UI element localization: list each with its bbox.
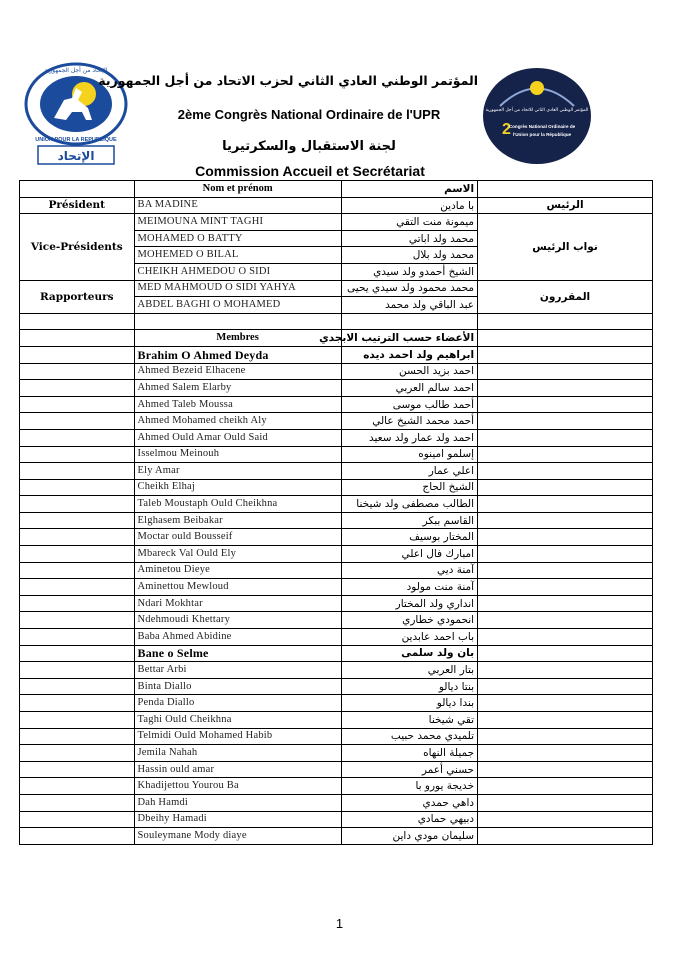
table-cell <box>20 562 135 579</box>
member-name-fr: Taghi Ould Cheikhna <box>134 712 341 729</box>
member-name-fr: Khadijettou Yourou Ba <box>134 778 341 795</box>
member-name-fr: Dah Hamdi <box>134 794 341 811</box>
column-header-name-ar: الاسم <box>341 181 477 198</box>
page-number: 1 <box>335 916 344 931</box>
logo-right-fr-2: l'Union pour la République <box>512 132 572 137</box>
table-cell <box>20 346 135 363</box>
member-row <box>20 828 653 845</box>
table-cell <box>478 396 653 413</box>
table-cell <box>478 695 653 712</box>
table-cell <box>20 778 135 795</box>
member-row <box>20 745 653 762</box>
member-name-ar: الطالب مصطفى ولد شيخنا <box>341 496 477 513</box>
member-name-ar: اعلي عمار <box>341 463 477 480</box>
table-cell <box>478 579 653 596</box>
table-cell <box>134 313 341 330</box>
member-name-fr: Ndari Mokhtar <box>134 595 341 612</box>
table-cell <box>20 413 135 430</box>
table-cell <box>478 595 653 612</box>
table-cell <box>478 496 653 513</box>
rapporteurs-role-fr: Rapporteurs <box>20 280 135 313</box>
table-cell <box>20 313 135 330</box>
congress-logo-right <box>480 66 594 166</box>
member-name-fr: Binta Diallo <box>134 678 341 695</box>
table-cell <box>478 811 653 828</box>
commission-french: Commission Accueil et Secrétariat <box>195 163 425 179</box>
table-cell <box>478 629 653 646</box>
table-cell <box>20 479 135 496</box>
member-name-fr: Cheikh Elhaj <box>134 479 341 496</box>
member-name-ar: آمنة ديي <box>341 562 477 579</box>
member-name-ar: احمد بزيد الحسن <box>341 363 477 380</box>
logo-right-number: 2 <box>502 121 511 138</box>
logo-right-fr-1: Congrès National Ordinaire de <box>508 124 576 129</box>
member-row <box>20 728 653 745</box>
logo-right-ar: المؤتمر الوطني العادي الثاني للاتحاد من أجل الجمهورية <box>485 108 589 113</box>
member-name-fr: Aminettou Mewloud <box>134 579 341 596</box>
logo-ring-fr: UNION POUR LA REPUBLIQUE <box>35 137 117 143</box>
table-cell <box>478 313 653 330</box>
vice-president-name-ar: ميمونة منت التقي <box>341 214 477 231</box>
table-cell <box>478 745 653 762</box>
member-name-fr: Baba Ahmed Abidine <box>134 629 341 646</box>
member-row <box>20 712 653 729</box>
table-cell <box>478 761 653 778</box>
member-row <box>20 579 653 596</box>
logo-bottom-ar: الإتحاد <box>57 149 95 163</box>
table-cell <box>478 529 653 546</box>
table-cell <box>20 463 135 480</box>
member-row <box>20 778 653 795</box>
table-cell <box>20 579 135 596</box>
table-cell <box>20 828 135 845</box>
member-name-fr: Taleb Moustaph Ould Cheikhna <box>134 496 341 513</box>
member-name-ar: ابراهيم ولد احمد ديده <box>341 346 477 363</box>
vice-president-name-fr: CHEIKH AHMEDOU O SIDI <box>134 263 341 280</box>
table-cell <box>478 728 653 745</box>
table-cell <box>478 678 653 695</box>
member-row <box>20 695 653 712</box>
member-name-ar: باب احمد عابدين <box>341 629 477 646</box>
president-role-ar: الرئيس <box>478 197 653 214</box>
table-cell <box>20 678 135 695</box>
member-row <box>20 811 653 828</box>
member-name-fr: Dbeihy Hamadi <box>134 811 341 828</box>
president-row <box>20 197 653 214</box>
member-row <box>20 496 653 513</box>
table-cell <box>478 645 653 662</box>
member-name-fr: Moctar ould Bousseif <box>134 529 341 546</box>
table-cell <box>478 794 653 811</box>
table-cell <box>20 363 135 380</box>
table-cell <box>20 811 135 828</box>
member-name-fr: Telmidi Ould Mohamed Habib <box>134 728 341 745</box>
member-row <box>20 612 653 629</box>
table-cell <box>20 529 135 546</box>
member-name-ar: آمنة منت مولود <box>341 579 477 596</box>
table-cell <box>478 413 653 430</box>
table-cell <box>20 695 135 712</box>
member-row <box>20 645 653 662</box>
table-cell <box>478 479 653 496</box>
member-name-fr: Ahmed Ould Amar Ould Said <box>134 429 341 446</box>
member-row <box>20 346 653 363</box>
table-cell <box>20 512 135 529</box>
member-name-ar: تلميدي محمد حبيب <box>341 728 477 745</box>
member-name-ar: بندا ديالو <box>341 695 477 712</box>
member-row <box>20 595 653 612</box>
vice-president-name-ar: محمد ولد اباتي <box>341 230 477 247</box>
table-cell <box>478 346 653 363</box>
member-name-fr: Mbareck Val Ould Ely <box>134 546 341 563</box>
president-name-ar: با مادين <box>341 197 477 214</box>
member-name-fr: Ndehmoudi Khettary <box>134 612 341 629</box>
table-cell <box>478 562 653 579</box>
member-name-fr: Penda Diallo <box>134 695 341 712</box>
commission-arabic: لجنة الاستقبال والسكرتيريا <box>222 139 396 154</box>
member-name-fr: Ahmed Salem Elarby <box>134 380 341 397</box>
member-row <box>20 446 653 463</box>
table-cell <box>20 380 135 397</box>
rapporteur-row <box>20 280 653 297</box>
member-row <box>20 479 653 496</box>
member-name-ar: دبيهي حمادي <box>341 811 477 828</box>
member-name-fr: Elghasem Beibakar <box>134 512 341 529</box>
member-name-ar: جميلة النهاه <box>341 745 477 762</box>
member-name-fr: Bane o Selme <box>134 645 341 662</box>
table-cell <box>478 181 653 198</box>
member-name-ar: داهي حمدي <box>341 794 477 811</box>
table-cell <box>20 446 135 463</box>
members-header-ar: الأعضاء حسب الترتيب الابجدي <box>341 330 477 347</box>
member-name-ar: تقي شيخنا <box>341 712 477 729</box>
member-name-fr: Ahmed Bezeid Elhacene <box>134 363 341 380</box>
member-row <box>20 662 653 679</box>
table-cell <box>478 363 653 380</box>
vice-presidents-role-fr: Vice-Présidents <box>20 214 135 280</box>
member-row <box>20 413 653 430</box>
vice-president-name-ar: محمد ولد بلال <box>341 247 477 264</box>
member-row <box>20 794 653 811</box>
title-french: 2ème Congrès National Ordinaire de l'UPR <box>177 107 441 122</box>
vice-president-row <box>20 214 653 231</box>
column-header-name-fr: Nom et prénom <box>134 181 341 198</box>
table-cell <box>20 546 135 563</box>
rapporteur-name-ar: محمد محمود ولد سيدي يحيى <box>341 280 477 297</box>
member-name-fr: Souleymane Mody diaye <box>134 828 341 845</box>
table-cell <box>20 496 135 513</box>
president-role-fr: Président <box>20 197 135 214</box>
table-cell <box>478 712 653 729</box>
vice-presidents-role-ar: نواب الرئيس <box>478 214 653 280</box>
table-cell <box>478 828 653 845</box>
member-name-ar: انداري ولد المختار <box>341 595 477 612</box>
president-name-fr: BA MADINE <box>134 197 341 214</box>
table-cell <box>20 728 135 745</box>
rapporteurs-role-ar: المقررون <box>478 280 653 313</box>
member-row <box>20 363 653 380</box>
member-row <box>20 546 653 563</box>
member-row <box>20 396 653 413</box>
member-name-fr: Jemila Nahah <box>134 745 341 762</box>
member-name-fr: Aminetou Dieye <box>134 562 341 579</box>
table-cell <box>478 446 653 463</box>
member-name-ar: امبارك فال اعلي <box>341 546 477 563</box>
title-arabic: المؤتمر الوطني العادي الثاني لحزب الاتحاد من أجل الجمهورية <box>98 73 478 88</box>
member-name-ar: بان ولد سلمى <box>341 645 477 662</box>
member-row <box>20 678 653 695</box>
member-name-ar: القاسم ببكر <box>341 512 477 529</box>
member-name-ar: إسلمو امينوه <box>341 446 477 463</box>
member-name-ar: المختار بوسيف <box>341 529 477 546</box>
member-row <box>20 380 653 397</box>
table-cell <box>478 512 653 529</box>
member-row <box>20 512 653 529</box>
member-name-fr: Ely Amar <box>134 463 341 480</box>
table-cell <box>478 662 653 679</box>
empty-row <box>20 313 653 330</box>
member-name-ar: حسني أعمر <box>341 761 477 778</box>
table-cell <box>478 429 653 446</box>
table-cell <box>20 330 135 347</box>
table-cell <box>478 778 653 795</box>
table-cell <box>20 595 135 612</box>
members-header-fr: Membres <box>134 330 341 347</box>
table-cell <box>20 629 135 646</box>
member-row <box>20 562 653 579</box>
vice-president-name-fr: MEIMOUNA MINT TAGHI <box>134 214 341 231</box>
table-cell <box>478 380 653 397</box>
members-table-body <box>20 181 653 845</box>
member-name-ar: سليمان مودي داين <box>341 828 477 845</box>
table-cell <box>478 546 653 563</box>
member-row <box>20 463 653 480</box>
member-name-ar: أحمد طالب موسى <box>341 396 477 413</box>
member-name-fr: Ahmed Taleb Moussa <box>134 396 341 413</box>
member-row <box>20 529 653 546</box>
table-cell <box>20 662 135 679</box>
member-name-fr: Hassin ould amar <box>134 761 341 778</box>
table-cell <box>20 396 135 413</box>
vice-president-name-fr: MOHEMED O BILAL <box>134 247 341 264</box>
vice-president-name-ar: الشيخ أحمدو ولد سيدي <box>341 263 477 280</box>
table-cell <box>20 429 135 446</box>
member-name-fr: Ahmed Mohamed cheikh Aly <box>134 413 341 430</box>
rapporteur-name-ar: عبد الباقي ولد محمد <box>341 297 477 314</box>
member-name-ar: خديجة يورو با <box>341 778 477 795</box>
table-cell <box>20 712 135 729</box>
logo-ring-ar: الإتحاد من أجل الجمهورية <box>44 67 108 74</box>
member-name-fr: Bettar Arbi <box>134 662 341 679</box>
member-name-ar: احمد سالم العربي <box>341 380 477 397</box>
rapporteur-name-fr: MED MAHMOUD O SIDI YAHYA <box>134 280 341 297</box>
member-row <box>20 429 653 446</box>
member-name-ar: انحمودي خطاري <box>341 612 477 629</box>
member-row <box>20 761 653 778</box>
table-cell <box>20 645 135 662</box>
member-name-fr: Brahim O Ahmed Deyda <box>134 346 341 363</box>
table-cell <box>20 745 135 762</box>
members-table <box>19 180 653 845</box>
table-cell <box>478 612 653 629</box>
table-cell <box>478 463 653 480</box>
members-header-row <box>20 330 653 347</box>
table-cell <box>20 794 135 811</box>
member-row <box>20 629 653 646</box>
table-cell <box>341 313 477 330</box>
table-cell <box>20 181 135 198</box>
member-name-ar: احمد ولد عمار ولد سعيد <box>341 429 477 446</box>
member-name-ar: أحمد محمد الشيخ عالي <box>341 413 477 430</box>
member-name-ar: بنتا ديالو <box>341 678 477 695</box>
table-cell <box>478 330 653 347</box>
member-name-ar: بتار العربي <box>341 662 477 679</box>
table-cell <box>20 612 135 629</box>
table-cell <box>20 761 135 778</box>
member-name-ar: الشيخ الحاج <box>341 479 477 496</box>
rapporteur-name-fr: ABDEL BAGHI O MOHAMED <box>134 297 341 314</box>
vice-president-name-fr: MOHAMED O BATTY <box>134 230 341 247</box>
member-name-fr: Isselmou Meinouh <box>134 446 341 463</box>
table-header-row <box>20 181 653 198</box>
